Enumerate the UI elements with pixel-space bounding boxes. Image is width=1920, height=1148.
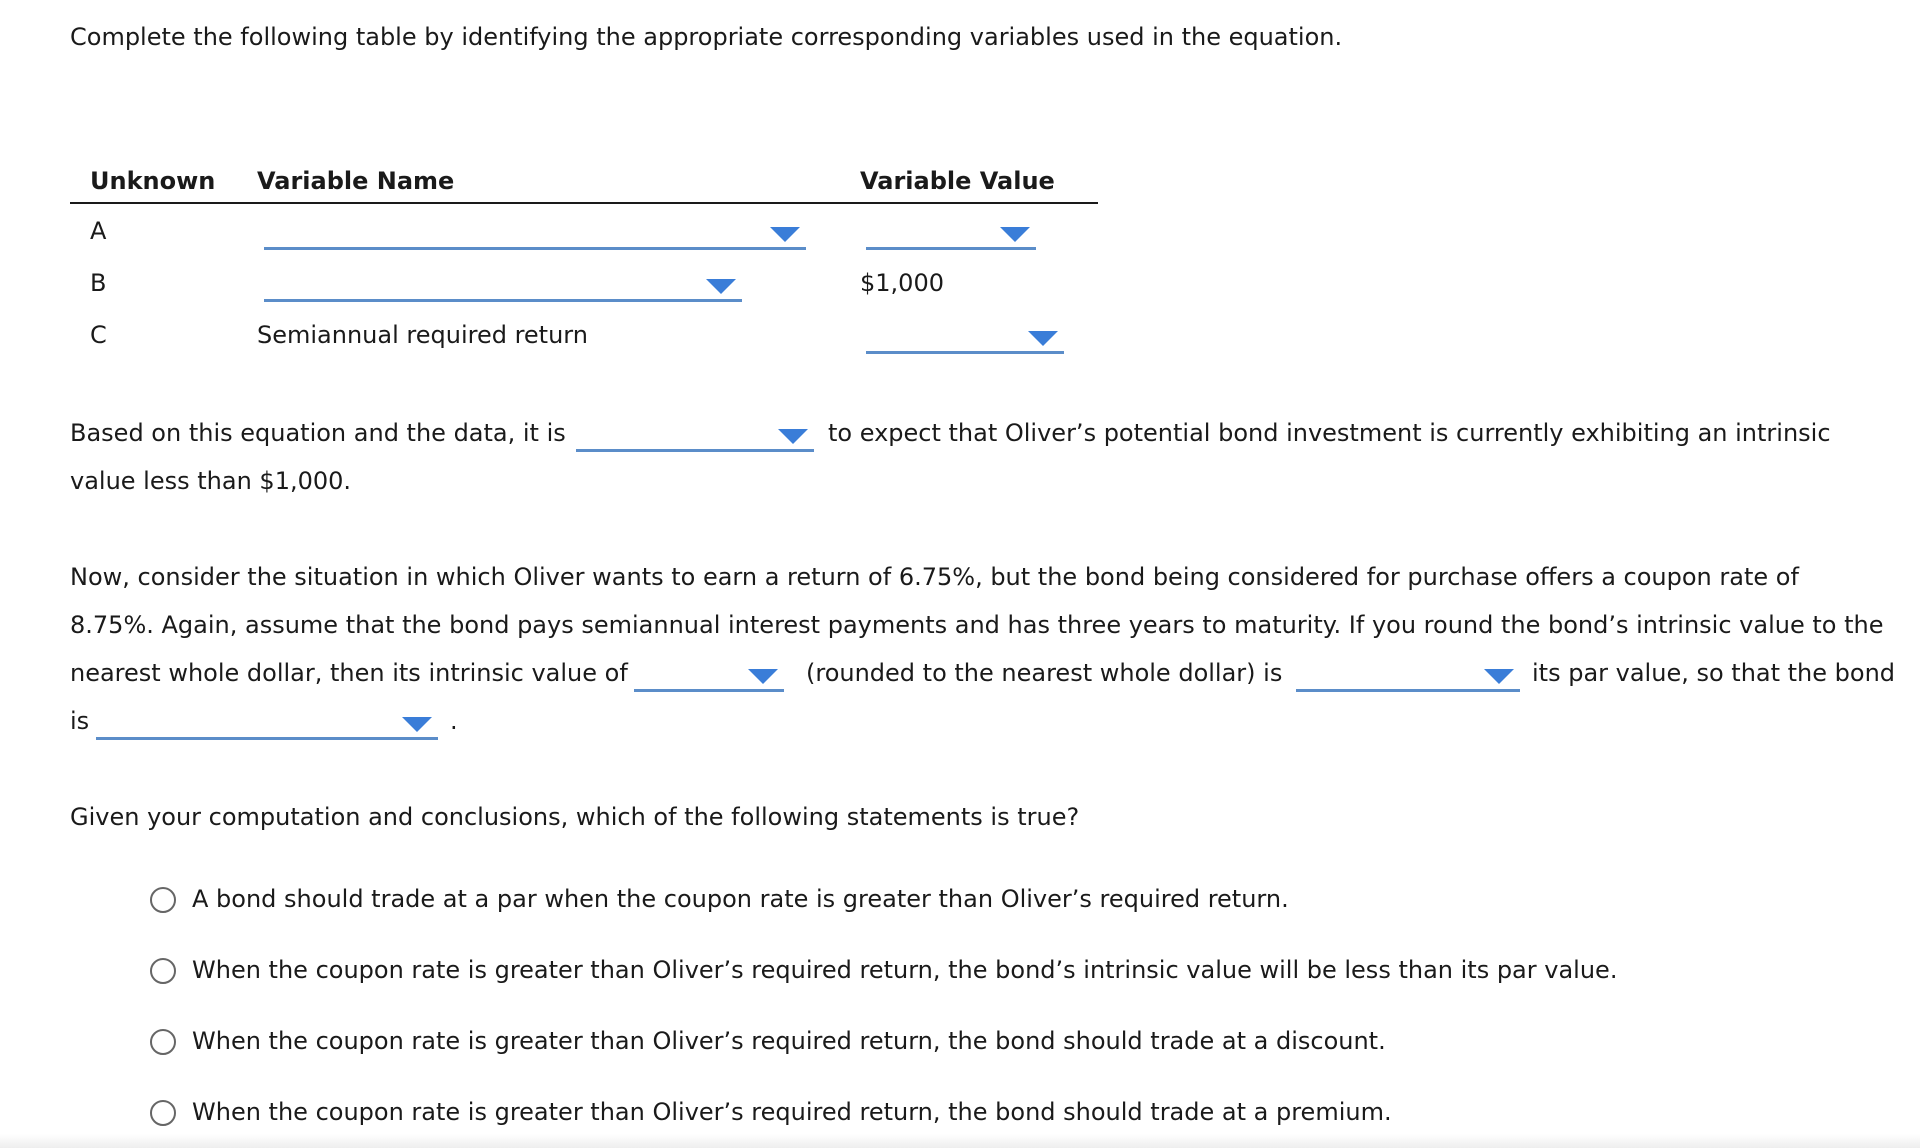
chevron-down-icon [748, 669, 778, 684]
q2-intrinsic-value-dropdown[interactable] [634, 662, 784, 692]
header-variable-value: Variable Value [860, 167, 1055, 195]
chevron-down-icon [1028, 331, 1058, 346]
row-b-variable-value: $1,000 [860, 269, 944, 297]
bottom-fade [0, 1134, 1920, 1148]
q3-prompt: Given your computation and conclusions, which of the following statements is true? [70, 803, 1080, 831]
row-c-unknown: C [90, 321, 107, 349]
instructions-text: Complete the following table by identifying the appropriate corresponding variables used in the equation. [70, 23, 1343, 51]
q2-comparison-dropdown[interactable] [1296, 662, 1520, 692]
header-variable-name: Variable Name [257, 167, 455, 195]
q1-text-before: Based on this equation and the data, it is [70, 419, 566, 447]
chevron-down-icon [778, 429, 808, 444]
radio-button-icon[interactable] [150, 1029, 176, 1055]
q2-text-line3a: nearest whole dollar, then its intrinsic value of [70, 659, 628, 687]
q1-text-line2: value less than $1,000. [70, 467, 352, 495]
q2-period: . [450, 707, 458, 735]
chevron-down-icon [402, 717, 432, 732]
option-a-label: A bond should trade at a par when the coupon rate is greater than Oliver’s required return. [192, 885, 1289, 913]
row-a-unknown: A [90, 217, 107, 245]
row-b-variable-name-dropdown[interactable] [264, 272, 742, 302]
header-unknown: Unknown [90, 167, 216, 195]
q2-text-line3c: its par value, so that the bond [1532, 659, 1896, 687]
table-header-divider [70, 202, 1098, 204]
row-b-unknown: B [90, 269, 107, 297]
chevron-down-icon [706, 279, 736, 294]
q2-text-line3b: (rounded to the nearest whole dollar) is [806, 659, 1283, 687]
q2-text-line1: Now, consider the situation in which Oliver wants to earn a return of 6.75%, but the bond being considered for purchase offers a coupon rate of [70, 563, 1799, 591]
radio-button-icon[interactable] [150, 887, 176, 913]
row-c-variable-name: Semiannual required return [257, 321, 588, 349]
q1-text-after: to expect that Oliver’s potential bond investment is currently exhibiting an intrinsic [828, 419, 1831, 447]
chevron-down-icon [770, 227, 800, 242]
q1-dropdown[interactable] [576, 422, 814, 452]
radio-button-icon[interactable] [150, 1100, 176, 1126]
q2-text-line4a: is [70, 707, 90, 735]
row-a-variable-name-dropdown[interactable] [264, 220, 806, 250]
option-b-label: When the coupon rate is greater than Oliver’s required return, the bond’s intrinsic value will be less than its par value. [192, 956, 1618, 984]
chevron-down-icon [1484, 669, 1514, 684]
row-c-variable-value-dropdown[interactable] [866, 324, 1064, 354]
q2-text-line2: 8.75%. Again, assume that the bond pays semiannual interest payments and has three years to maturity. If you round the bond’s intrinsic value to the [70, 611, 1884, 639]
q2-trade-dropdown[interactable] [96, 710, 438, 740]
row-a-variable-value-dropdown[interactable] [866, 220, 1036, 250]
chevron-down-icon [1000, 227, 1030, 242]
radio-button-icon[interactable] [150, 958, 176, 984]
option-c-label: When the coupon rate is greater than Oliver’s required return, the bond should trade at a discount. [192, 1027, 1386, 1055]
option-d-label: When the coupon rate is greater than Oliver’s required return, the bond should trade at a premium. [192, 1098, 1392, 1126]
